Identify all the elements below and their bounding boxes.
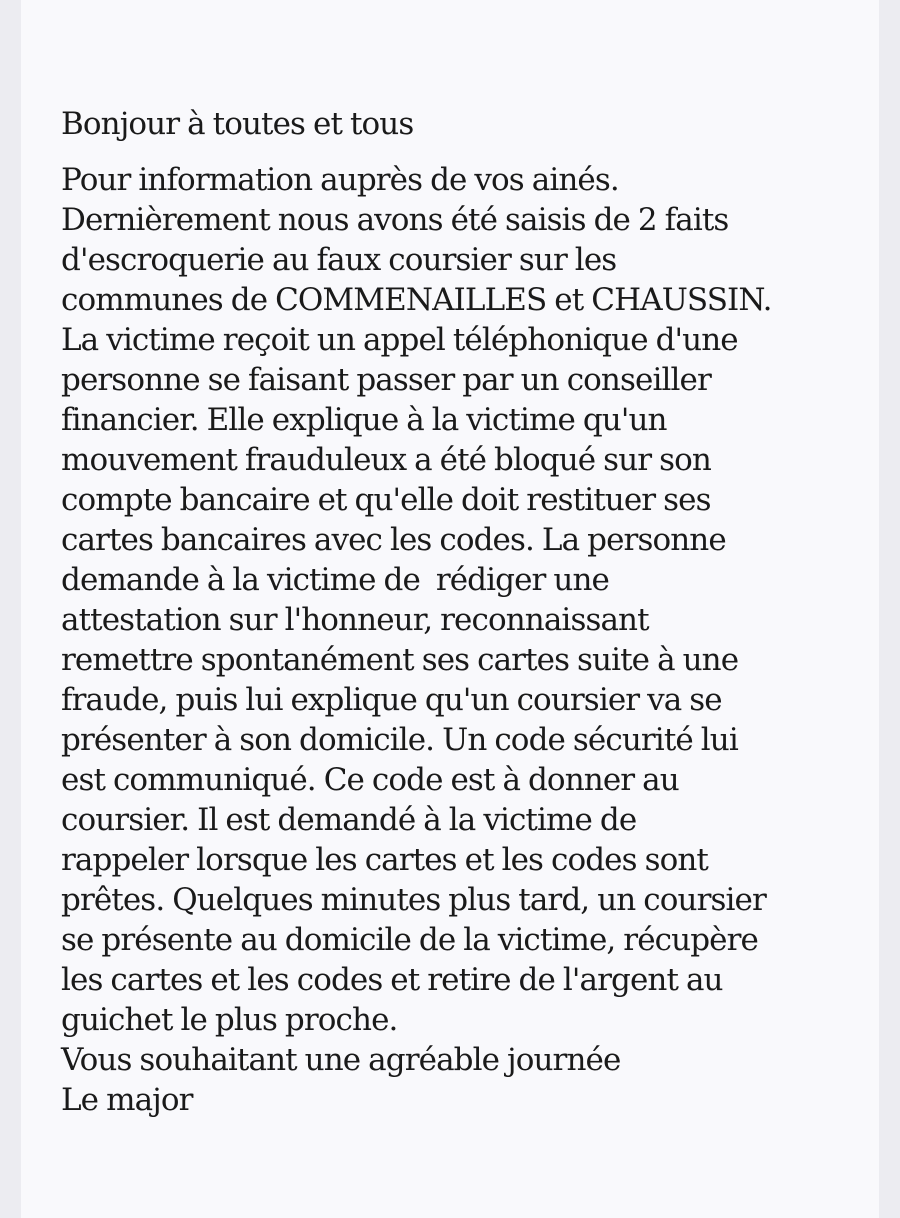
message-line: présenter à son domicile. Un code sécurité lui — [61, 722, 738, 758]
paragraph-gap — [61, 144, 861, 160]
message-line: rappeler lorsque les cartes et les codes sont — [61, 842, 708, 878]
message-line: d'escroquerie au faux coursier sur les — [61, 242, 617, 278]
message-body — [61, 104, 861, 1120]
message-line: guichet le plus proche. — [61, 1002, 398, 1038]
message-line: fraude, puis lui explique qu'un coursier va se — [61, 682, 722, 718]
message-line: mouvement frauduleux a été bloqué sur son — [61, 442, 711, 478]
message-line: cartes bancaires avec les codes. La personne — [61, 522, 726, 558]
message-line: prêtes. Quelques minutes plus tard, un coursier — [61, 882, 766, 918]
message-line: coursier. Il est demandé à la victime de — [61, 802, 637, 838]
message-line: compte bancaire et qu'elle doit restituer ses — [61, 482, 711, 518]
message-line: est communiqué. Ce code est à donner au — [61, 762, 679, 798]
message-page — [21, 0, 879, 1218]
message-line: Pour information auprès de vos ainés. — [61, 162, 619, 198]
message-line: attestation sur l'honneur, reconnaissant — [61, 602, 649, 638]
signature-line: Le major — [61, 1082, 193, 1118]
message-line: financier. Elle explique à la victime qu'un — [61, 402, 667, 438]
message-line: Dernièrement nous avons été saisis de 2 faits — [61, 202, 729, 238]
message-line: remettre spontanément ses cartes suite à une — [61, 642, 739, 678]
message-line: se présente au domicile de la victime, récupère — [61, 922, 758, 958]
greeting-line: Bonjour à toutes et tous — [61, 106, 414, 142]
message-line: demande à la victime de rédiger une — [61, 562, 609, 598]
message-line: communes de COMMENAILLES et CHAUSSIN. — [61, 282, 772, 318]
closing-line: Vous souhaitant une agréable journée — [61, 1042, 621, 1078]
message-line: La victime reçoit un appel téléphonique d'une — [61, 322, 738, 358]
message-line: les cartes et les codes et retire de l'argent au — [61, 962, 723, 998]
message-line: personne se faisant passer par un conseiller — [61, 362, 711, 398]
